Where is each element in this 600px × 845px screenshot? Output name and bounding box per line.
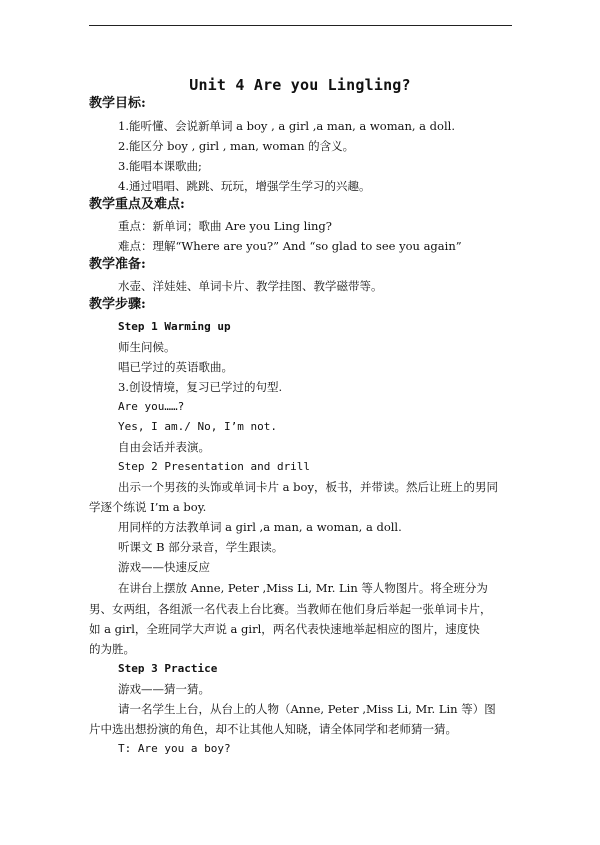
key-point-item: 难点：理解“Where are you?” And “so glad to see you again” [118,239,462,253]
step-line: 片中选出想扮演的角色，却不让其他人知晓，请全体同学和老师猜一猜。 [89,722,457,736]
step-line: 学逐个练说 I’m a boy. [89,500,207,514]
step-line: 3.创设情境，复习已学过的句型. [118,380,283,394]
step-line: 在讲台上摆放 Anne, Peter ,Miss Li, Mr. Lin 等人物图片。将全班分为 [118,581,488,595]
step-line: 请一名学生上台，从台上的人物（Anne, Peter ,Miss Li, Mr. Lin 等）图 [118,702,496,716]
step-line: Yes, I am./ No, I’m not. [118,420,277,433]
steps-heading: 教学步骤: [89,297,146,312]
document-title: Unit 4 Are you Lingling? [189,76,411,94]
step-line: 唱已学过的英语歌曲。 [118,360,233,374]
step-line: 师生问候。 [118,340,176,354]
step-title: Step 3 Practice [118,662,218,675]
key-points-heading: 教学重点及难点: [89,197,185,212]
preparation-heading: 教学准备: [89,257,146,272]
objective-item: 2.能区分 boy , girl , man, woman 的含义。 [118,139,355,153]
step-line: 出示一个男孩的头饰或单词卡片 a boy，板书，并带读。然后让班上的男同 [118,480,498,494]
objective-item: 3.能唱本课歌曲; [118,159,202,173]
preparation-item: 水壶、洋娃娃、单词卡片、教学挂图、教学磁带等。 [118,279,383,293]
step-line: 听课文 B 部分录音，学生跟读。 [118,540,284,554]
step-title: Step 2 Presentation and drill [118,460,311,473]
step-line: 如 a girl，全班同学大声说 a girl，两名代表快速地举起相应的图片，速度快 [89,622,480,636]
objectives-heading: 教学目标: [89,96,146,111]
step-line: 男、女两组，各组派一名代表上台比赛。当教师在他们身后举起一张单词卡片， [89,602,492,616]
step-line: T: Are you a boy? [118,742,231,755]
step-line: 游戏——快速反应 [118,560,210,574]
step-line: 游戏——猜一猜。 [118,682,210,696]
key-point-item: 重点：新单词；歌曲 Are you Ling ling? [118,219,332,233]
step-line: 的为胜。 [89,642,135,656]
top-rule [89,25,512,26]
objective-item: 4.通过唱唱、跳跳、玩玩，增强学生学习的兴趣。 [118,179,371,193]
step-line: Are you……? [118,400,185,413]
step-title: Step 1 Warming up [118,320,231,333]
step-line: 自由会话并表演。 [118,440,210,454]
step-line: 用同样的方法教单词 a girl ,a man, a woman, a doll. [118,520,402,534]
objective-item: 1.能听懂、会说新单词 a boy , a girl ,a man, a woman, a doll. [118,119,455,133]
